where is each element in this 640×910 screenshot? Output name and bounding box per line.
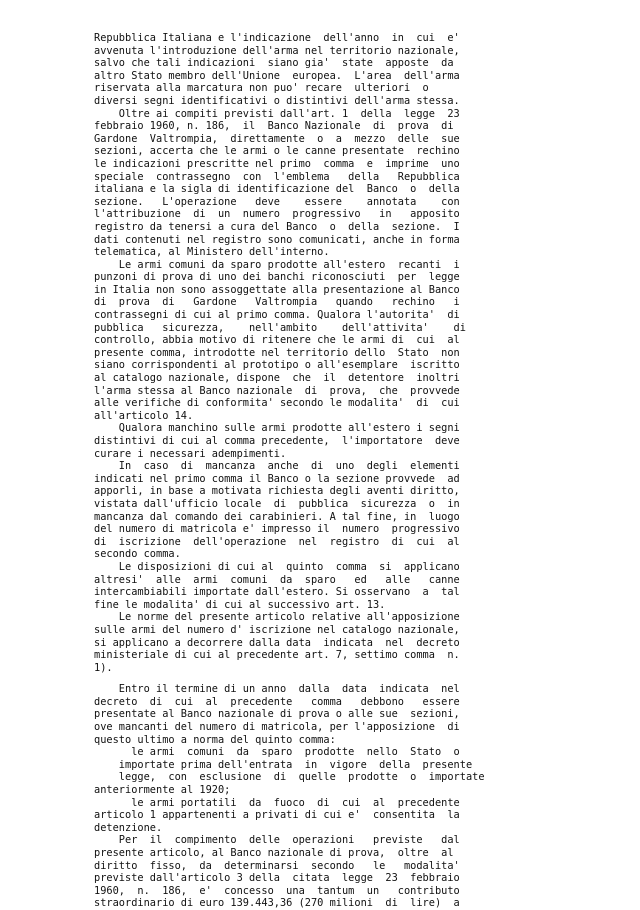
text-line: in Italia non sono assoggettate alla presentazione al Banco (94, 283, 460, 296)
text-line: l'attribuzione di un numero progressivo in apposito (94, 208, 460, 221)
text-line: legge, con esclusione di quelle prodotte o importate (94, 771, 485, 784)
text-line: le armi comuni da sparo prodotte nello Stato o (94, 746, 460, 759)
text-line: riservata alla marcatura non puo' recare ulteriori o (94, 82, 429, 95)
text-line: punzoni di prova di uno dei banchi riconosciuti per legge (94, 271, 460, 284)
text-line: secondo comma. (94, 548, 181, 561)
text-line: presente articolo, al Banco nazionale di prova, oltre al (94, 847, 454, 859)
text-line: diritto fisso, da determinarsi secondo le modalita' (94, 859, 460, 872)
text-line: sezione. L'operazione deve essere annotata con (94, 195, 460, 208)
text-line: si applicano a decorrere dalla data indicata nel decreto (94, 636, 460, 649)
text-line: fine le modalita' di cui al successivo art. 13. (94, 598, 386, 611)
text-line: articolo 1 appartenenti a privati di cui e' consentita la (94, 809, 460, 822)
text-line: ove mancanti del numero di matricola, per l'apposizione di (94, 721, 460, 734)
text-line: In caso di mancanza anche di uno degli elementi (94, 460, 460, 473)
text-line: febbraio 1960, n. 186, il Banco Nazionale di prova di (94, 120, 454, 133)
text-line: dati contenuti nel registro sono comunicati, anche in forma (94, 233, 460, 246)
text-line: straordinario di euro 139.443,36 (270 milioni di lire) a (94, 897, 460, 910)
text-line: speciale contrassegno con l'emblema della Repubblica (94, 170, 460, 183)
text-line: al catalogo nazionale, dispone che il detentore inoltri (94, 372, 460, 385)
text-line: alle verifiche di conformita' secondo le modalita' di cui (94, 397, 460, 410)
text-line: di iscrizione dell'operazione nel registro di cui al (94, 535, 460, 548)
text-line: importate prima dell'entrata in vigore della presente (94, 758, 473, 771)
text-line: 1). (94, 661, 113, 674)
text-line: all'articolo 14. (94, 409, 194, 422)
text-line: diversi segni identificativi o distintivi dell'arma stessa. (94, 94, 460, 107)
text-line: Le disposizioni di cui al quinto comma si applicano (94, 560, 460, 573)
text-line: Repubblica Italiana e l'indicazione dell'anno in cui e' (94, 32, 460, 44)
text-line: presente comma, introdotte nel territorio dello Stato non (94, 346, 460, 359)
text-line: pubblica sicurezza, nell'ambito dell'attivita' di (94, 321, 466, 334)
document-page (94, 32, 554, 910)
text-line: presentate al Banco nazionale di prova o alle sue sezioni, (94, 708, 460, 721)
text-line: italiana e la sigla di identificazione del Banco o della (94, 183, 460, 196)
text-line: Entro il termine di un anno dalla data indicata nel (94, 683, 460, 696)
text-line: curare i necessari adempimenti. (94, 447, 287, 460)
text-line: anteriormente al 1920; (94, 784, 231, 797)
text-line: detenzione. (94, 821, 163, 834)
text-line: Le armi comuni da sparo prodotte all'estero recanti i (94, 258, 460, 271)
text-line: Qualora manchino sulle armi prodotte all'estero i segni (94, 422, 460, 435)
text-line: 1960, n. 186, e' concesso una tantum un contributo (94, 884, 460, 897)
text-line: di prova di Gardone Valtrompia quando rechino i (94, 296, 460, 309)
text-line: contrassegni di cui al primo comma. Qualora l'autorita' di (94, 309, 460, 322)
text-line: intercambiabili importate dall'estero. Si osservano a tal (94, 586, 460, 599)
text-line: registro da tenersi a cura del Banco o della sezione. I (94, 220, 460, 233)
text-line: telematica, al Ministero dell'interno. (94, 246, 330, 259)
text-line: altro Stato membro dell'Unione europea. L'area dell'arma (94, 69, 460, 82)
text-line: le armi portatili da fuoco di cui al precedente (94, 796, 460, 809)
text-line: le indicazioni prescritte nel primo comma e imprime uno (94, 157, 460, 170)
text-line: mancanza dal comando dei carabinieri. A tal fine, in luogo (94, 510, 460, 523)
text-line: del numero di matricola e' impresso il numero progressivo (94, 523, 460, 536)
text-line: vistata dall'ufficio locale di pubblica sicurezza o in (94, 497, 460, 510)
text-line: siano corrispondenti al prototipo o all'esemplare iscritto (94, 359, 460, 372)
text-line: controllo, abbia motivo di ritenere che le armi di cui al (94, 334, 460, 347)
text-line: questo ultimo a norma del quinto comma: (94, 733, 336, 746)
text-line: Oltre ai compiti previsti dall'art. 1 della legge 23 (94, 107, 460, 120)
text-line: sezioni, accerta che le armi o le canne presentate rechino (94, 145, 460, 158)
text-line: previste dall'articolo 3 della citata legge 23 febbraio (94, 872, 460, 885)
text-line: sulle armi del numero d' iscrizione nel catalogo nazionale, (94, 623, 460, 636)
text-line: apporli, in base a motivata richiesta degli aventi diritto, (94, 485, 460, 498)
text-line: avvenuta l'introduzione dell'arma nel territorio nazionale, (94, 44, 460, 57)
text-line: salvo che tali indicazioni siano gia' state apposte da (94, 57, 454, 70)
text-line: Le norme del presente articolo relative all'apposizione (94, 611, 460, 624)
text-line: Gardone Valtrompia, direttamente o a mezzo delle sue (94, 132, 460, 145)
text-line: distintivi di cui al comma precedente, l'importatore deve (94, 435, 460, 447)
text-line: indicati nel primo comma il Banco o la sezione provvede ad (94, 472, 460, 485)
text-line: decreto di cui al precedente comma debbono essere (94, 695, 460, 708)
text-line: altresi' alle armi comuni da sparo ed alle canne (94, 573, 460, 586)
text-line: l'arma stessa al Banco nazionale di prova, che provvede (94, 384, 460, 397)
text-line: Per il compimento delle operazioni previste dal (94, 834, 460, 847)
paragraph-gap (94, 674, 554, 683)
text-line: ministeriale di cui al precedente art. 7, settimo comma n. (94, 649, 460, 662)
